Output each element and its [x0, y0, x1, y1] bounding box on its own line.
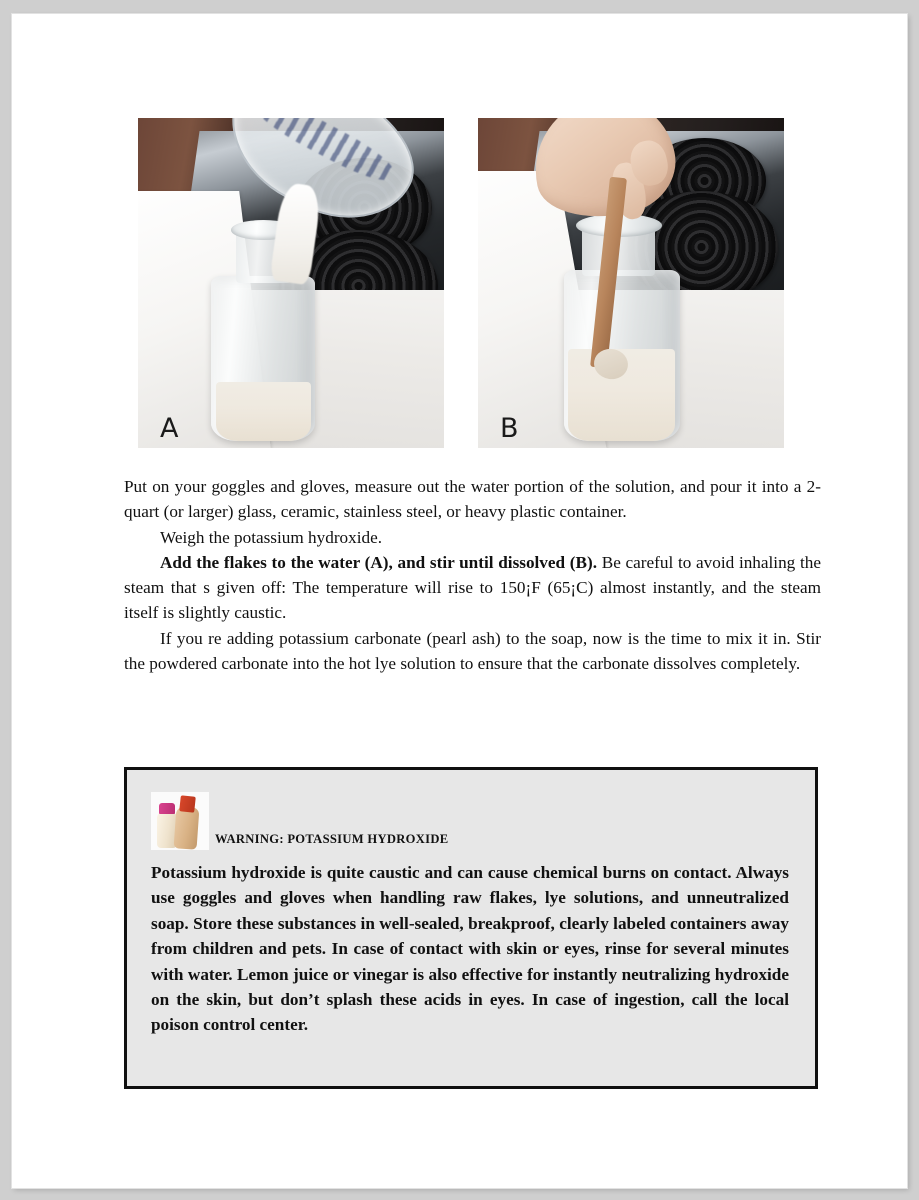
- paragraph-1: Put on your goggles and gloves, measure out the water portion of the solution, and pour it into a 2-quart (or larger) glass, ceramic, stainless steel, or heavy plastic container.: [124, 477, 821, 522]
- paragraph-4: If you re adding potassium carbonate (pearl ash) to the soap, now is the time to mix it in. Stir the powdered carbonate into the hot lye solution to ensure that the carbonate dissolves completely.: [124, 628, 821, 674]
- soap-bottle-left-cap: [159, 803, 175, 814]
- paragraph-2: Weigh the potassium hydroxide.: [160, 527, 383, 547]
- warning-callout-box: [124, 767, 818, 1089]
- panel-letter-a: A: [160, 413, 179, 444]
- warning-heading: WARNING: POTASSIUM HYDROXIDE: [215, 832, 449, 846]
- body-text-block: [124, 474, 821, 676]
- paragraph-3-rest: Be careful to avoid inhaling the steam that s given off: The temperature will rise to 150¡F (65¡C) almost instantly, and the steam itself is slightly caustic.: [124, 552, 821, 623]
- soap-bottles-icon: [151, 792, 209, 850]
- photo-panel-a: [138, 118, 444, 448]
- warning-header-row: [151, 792, 789, 850]
- measuring-cup-label: [250, 118, 398, 188]
- paragraph-3-lead: Add the flakes to the water (A), and stir until dissolved (B).: [160, 552, 598, 572]
- figure-photo-row: [138, 118, 784, 448]
- paragraph-3: [124, 550, 821, 626]
- panel-letter-b: B: [500, 413, 520, 444]
- jar-contents-a: [216, 382, 311, 441]
- photo-panel-b: [478, 118, 784, 448]
- warning-inner: [127, 770, 815, 1056]
- soap-bottle-right-cap: [179, 795, 196, 812]
- soap-bottle-right: [174, 806, 200, 850]
- document-page: [12, 14, 907, 1188]
- warning-body-text: Potassium hydroxide is quite caustic and can cause chemical burns on contact. Always use goggles and gloves when handling raw flakes, lye solutions, and unneutralized soap. Store these substances in well-sealed, breakproof, clearly labeled containers away from children and pets. In case of contact with skin or eyes, rinse for several minutes with water. Lemon juice or vinegar is also effective for instantly neutralizing hydroxide on the skin, but don’t splash these acids in eyes. In case of ingestion, call the local poison control center.: [151, 863, 789, 1035]
